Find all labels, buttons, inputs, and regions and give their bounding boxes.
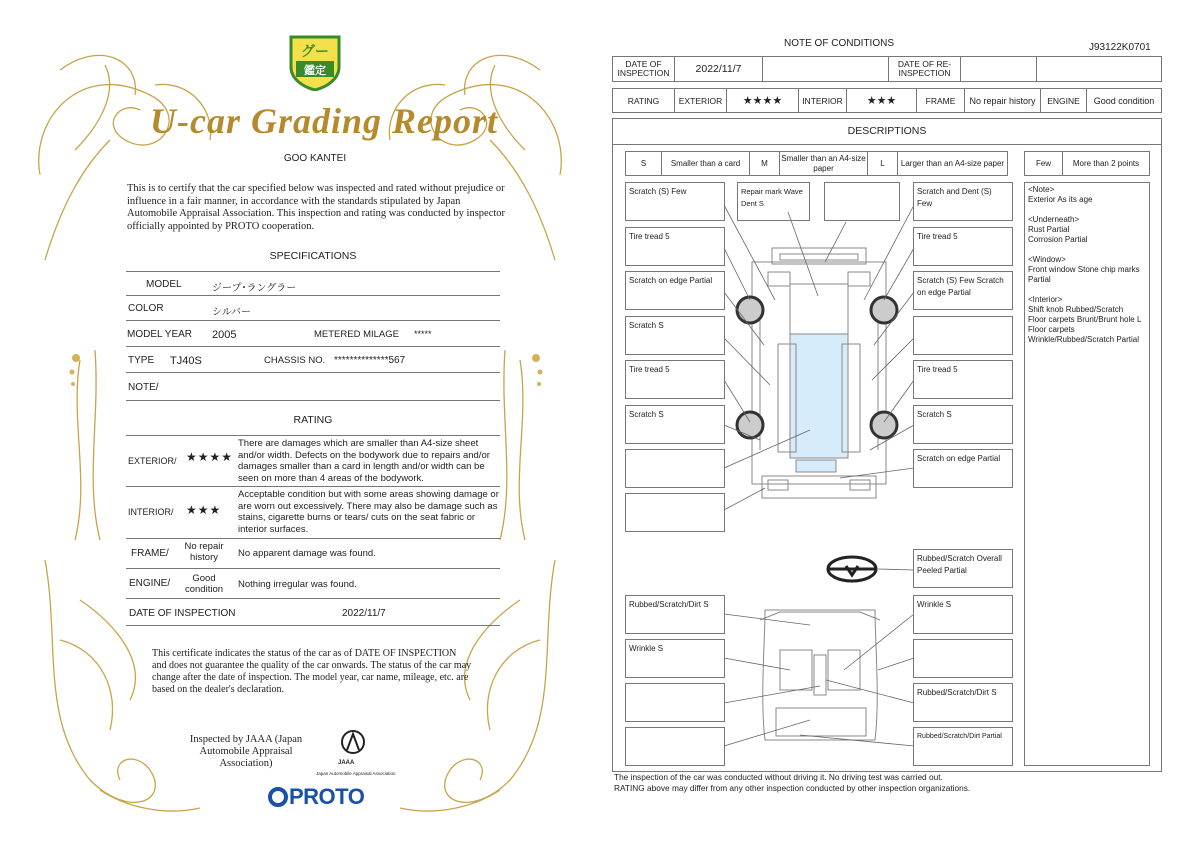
spec-row-year xyxy=(126,321,500,347)
interior-desc: Acceptable condition but with some areas showing damage or are worn out excessively. There may also be damage such as stains, cigarette burns or tears/ cuts on the seat fabric or interior surfaces. xyxy=(238,489,499,535)
desc-box-il4 xyxy=(625,727,725,766)
desc-box-il3 xyxy=(625,683,725,722)
engine-value-r: Good condition xyxy=(1087,89,1162,113)
desc-box-il2: Wrinkle S xyxy=(625,639,725,678)
frame-label: FRAME/ xyxy=(131,548,169,559)
chassis-label: CHASSIS NO. xyxy=(264,355,326,366)
report-subtitle: GOO KANTEI xyxy=(283,153,347,164)
rating-row-frame xyxy=(126,539,500,569)
rating-row-interior xyxy=(126,487,500,539)
proto-logo: PROTO xyxy=(268,784,364,810)
legend-few-desc: More than 2 points xyxy=(1063,152,1150,176)
desc-box-c1: Repair mark Wave Dent S xyxy=(737,182,810,221)
note-label: NOTE/ xyxy=(128,382,159,393)
metered-label: METERED MILAGE xyxy=(314,329,399,340)
engine-label-r: ENGINE xyxy=(1041,89,1087,113)
noc-title: NOTE OF CONDITIONS xyxy=(784,38,894,49)
interior-stars: ★★★ xyxy=(186,503,222,517)
frame-value-r: No repair history xyxy=(965,89,1041,113)
desc-box-r6: Scratch S xyxy=(913,405,1013,444)
desc-box-ir4: Rubbed/Scratch/Dirt Partial xyxy=(913,727,1013,766)
desc-box-l3: Scratch on edge Partial xyxy=(625,271,725,310)
engine-desc: Nothing irregular was found. xyxy=(238,579,357,590)
legend-l: L xyxy=(868,152,898,176)
note-item: Exterior As its age xyxy=(1028,195,1093,204)
color-label: COLOR xyxy=(128,303,164,314)
metered-value: ***** xyxy=(414,329,432,339)
certificate-text: This is to certify that the car specified below was inspected and rated without prejudice or influence in a fair manner, in accordance with the standards stipulated by Japan Automobile Appraisal Association. This inspection and rating was conducted by inspector officially appointed by PROTO cooperation. xyxy=(127,183,506,232)
certificate-footer: This certificate indicates the status of the car as of DATE OF INSPECTION and does not guarantee the quality of the car onwards. The status of the car may change after the date of inspection. The model year, car name, mileage, etc. are based on the dealer's declaration. xyxy=(152,648,472,695)
report-title: U-car Grading Report xyxy=(150,101,499,141)
note-heading: <Note> xyxy=(1028,185,1055,194)
desc-box-r3: Scratch (S) Few Scratch on edge Partial xyxy=(913,271,1013,310)
date-label: DATE OF INSPECTION xyxy=(129,608,236,619)
rating-row-engine xyxy=(126,569,500,599)
jaaa-logo-icon xyxy=(338,728,368,762)
svg-text:グー: グー xyxy=(301,44,329,60)
desc-box-r4 xyxy=(913,316,1013,355)
date-inspection-value: 2022/11/7 xyxy=(675,57,763,82)
interior-value-r: ★★★ xyxy=(847,89,917,113)
exterior-label-r: EXTERIOR xyxy=(675,89,727,113)
note-item: Front window Stone chip marks Partial xyxy=(1028,265,1140,284)
type-label: TYPE xyxy=(128,355,155,366)
legend-m-desc: Smaller than an A4-size paper xyxy=(780,152,868,176)
legend-few: Few xyxy=(1025,152,1063,176)
desc-box-l8 xyxy=(625,493,725,532)
disclaimer xyxy=(614,772,970,794)
date-inspection-label: DATE OF INSPECTION xyxy=(613,57,675,82)
interior-label-r: INTERIOR xyxy=(799,89,847,113)
notes-panel xyxy=(1024,182,1150,766)
inspected-by-text: Inspected by JAAA (Japan Automobile Appraisal Association) xyxy=(189,734,303,769)
spec-row-type xyxy=(126,347,500,373)
exterior-label: EXTERIOR/ xyxy=(128,456,177,466)
desc-box-ir2 xyxy=(913,639,1013,678)
type-value: TJ40S xyxy=(170,355,202,367)
desc-box-wheel: Rubbed/Scratch Overall Peeled Partial xyxy=(913,549,1013,588)
goo-kantei-logo-icon xyxy=(287,33,343,91)
spec-row-note xyxy=(126,373,500,401)
exterior-stars: ★★★★ xyxy=(186,450,234,464)
reinspection-label: DATE OF RE-INSPECTION xyxy=(889,57,961,82)
desc-box-l2: Tire tread 5 xyxy=(625,227,725,266)
legend-s-desc: Smaller than a card xyxy=(662,152,750,176)
desc-box-ir3: Rubbed/Scratch/Dirt S xyxy=(913,683,1013,722)
rating-title: RATING xyxy=(293,414,333,426)
exterior-value-r: ★★★★ xyxy=(727,89,799,113)
jaaa-logo-text: JAAA xyxy=(338,760,355,766)
rating-row-exterior xyxy=(126,435,500,487)
descriptions-title: DESCRIPTIONS xyxy=(612,118,1162,145)
desc-box-c2 xyxy=(824,182,900,221)
note-of-conditions-page xyxy=(600,0,1200,848)
specifications-title: SPECIFICATIONS xyxy=(269,250,357,262)
window-heading: <Window> xyxy=(1028,255,1066,264)
jaaa-logo-subtext: Japan Automobile Appraisal Association xyxy=(316,771,396,776)
desc-box-l7 xyxy=(625,449,725,488)
disclaimer-line-2: RATING above may differ from any other inspection conducted by other inspection organizations. xyxy=(614,783,971,793)
model-value: ジープ･ラングラー xyxy=(212,283,297,294)
note-item: Shift knob Rubbed/Scratch xyxy=(1028,305,1124,314)
desc-box-r2: Tire tread 5 xyxy=(913,227,1013,266)
frame-value: No repair history xyxy=(184,541,224,563)
note-item: Floor carpets Brunt/Brunt hole L xyxy=(1028,315,1142,324)
note-item: Floor carpets Wrinkle/Rubbed/Scratch Partial xyxy=(1028,325,1140,344)
spec-row-model xyxy=(126,271,500,296)
spec-row-color xyxy=(126,296,500,321)
desc-box-r7: Scratch on edge Partial xyxy=(913,449,1013,488)
desc-box-l1: Scratch (S) Few xyxy=(625,182,725,221)
legend-s: S xyxy=(626,152,662,176)
engine-value: Good condition xyxy=(184,573,224,595)
interior-label: INTERIOR/ xyxy=(128,507,174,517)
legend-l-desc: Larger than an A4-size paper xyxy=(898,152,1008,176)
date-value: 2022/11/7 xyxy=(342,608,386,619)
frame-desc: No apparent damage was found. xyxy=(238,548,376,559)
chassis-value: **************567 xyxy=(334,355,406,366)
frame-label-r: FRAME xyxy=(917,89,965,113)
model-label: MODEL xyxy=(146,279,182,290)
legend-m: M xyxy=(750,152,780,176)
rating-row-date xyxy=(126,599,500,626)
note-item: Corrosion Partial xyxy=(1028,235,1088,244)
desc-box-ir1: Wrinkle S xyxy=(913,595,1013,634)
svg-text:鑑定: 鑑定 xyxy=(304,64,326,77)
report-code: J93122K0701 xyxy=(1089,42,1151,53)
note-item: Rust Partial xyxy=(1028,225,1070,234)
model-year-label: MODEL YEAR xyxy=(127,329,193,340)
exterior-desc: There are damages which are smaller than A4-size sheet and/or width. Defects on the bodywork due to repairs and/or damages smaller than a card in length and/or width can be seen on more than 4 areas of the bodywork. xyxy=(238,438,490,484)
desc-box-r5: Tire tread 5 xyxy=(913,360,1013,399)
proto-mark-icon xyxy=(268,787,288,807)
interior-heading: <Interior> xyxy=(1028,295,1063,304)
engine-label: ENGINE/ xyxy=(129,578,171,589)
underneath-heading: <Underneath> xyxy=(1028,215,1080,224)
rating-label: RATING xyxy=(613,89,675,113)
color-value: シルバー xyxy=(212,307,252,318)
desc-box-l5: Tire tread 5 xyxy=(625,360,725,399)
disclaimer-line-1: The inspection of the car was conducted without driving it. No driving test was carried out. xyxy=(614,772,943,782)
desc-box-l6: Scratch S xyxy=(625,405,725,444)
desc-box-r1: Scratch and Dent (S) Few xyxy=(913,182,1013,221)
desc-box-l4: Scratch S xyxy=(625,316,725,355)
model-year-value: 2005 xyxy=(212,329,237,341)
desc-box-il1: Rubbed/Scratch/Dirt S xyxy=(625,595,725,634)
